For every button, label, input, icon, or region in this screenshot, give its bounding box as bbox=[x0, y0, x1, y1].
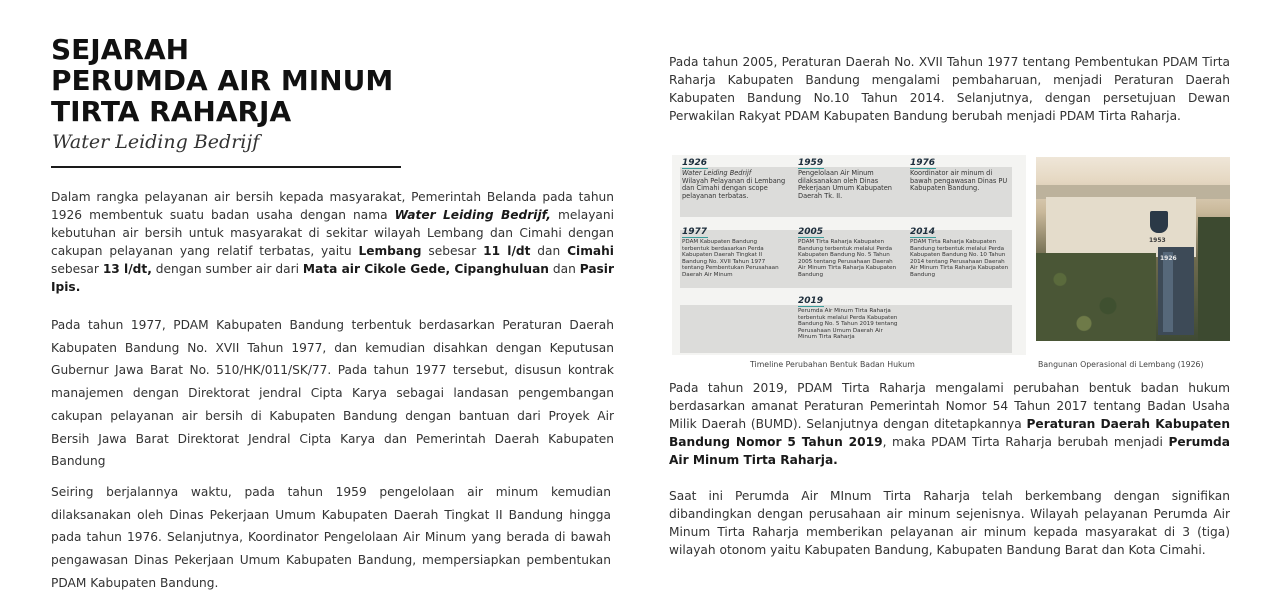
ivy bbox=[1036, 253, 1156, 341]
timeline-item: 1959 Pengelolaan Air Minum dilaksanakan oleh Dinas Pekerjaan Umum Kabupaten Daerah Tk. II. bbox=[798, 158, 892, 200]
timeline-item: 1977 PDAM Kabupaten Bandung terbentuk berdasarkan Perda Kabupaten Daerah Tingkat II Bandung No. XVII Tahun 1977 tentang Pembentukan Perusahaan Daerah Air Minum bbox=[682, 227, 779, 278]
timeline-figure bbox=[672, 155, 1026, 355]
paragraph-1926: Dalam rangka pelayanan air bersih kepada masyarakat, Pemerintah Belanda pada tahun 1926 membentuk suatu badan usaha dengan nama Water Leiding Bedrijf, melayani kebutuhan air bersih untuk masyarakat di sekitar wilayah Lembang dan Cimahi dengan cakupan pelayanan yang relatif terbatas, yaitu Lembang sebesar 11 l/dt dan Cimahi sebesar 13 l/dt, dengan sumber air dari Mata air Cikole Gede, Cipanghuluan dan Pasir Ipis. bbox=[51, 190, 615, 294]
timeline-item: 2014 PDAM Tirta Raharja Kabupaten Bandung terbentuk melalui Perda Kabupaten Bandung No. 10 Tahun 2014 tentang Perusahaan Daerah Air Minum Tirta Raharja Kabupaten Bandung bbox=[910, 227, 1009, 278]
page-title bbox=[51, 34, 431, 127]
paragraph-1977: Pada tahun 1977, PDAM Kabupaten Bandung terbentuk berdasarkan Peraturan Daerah Kabupaten Bandung No. XVII Tahun 1977, dan kemudian disahkan dengan Keputusan Gubernur Jawa Barat No. 510/HK/011/SK/77. Pada tahun 1977 tersebut, disusun kontrak manajemen dengan Direktorat jendral Cipta Karya sebagai landasan pengembangan cakupan pelayanan air bersih di Kabupaten Bandung dengan bantuan dari Proyek Air Bersih Jawa Barat Direktorat Jendral Cipta Karya dan Pemerintah Daerah Kabupaten Bandung bbox=[51, 318, 614, 469]
timeline-item: 1926 Water Leiding Bedrijf Wilayah Pelayanan di Lembang dan Cimahi dengan scope pelayanan terbatas. bbox=[682, 158, 786, 200]
door-plate: 1926 bbox=[1160, 255, 1177, 262]
paragraph-1959: Seiring berjalannya waktu, pada tahun 1959 pengelolaan air minum kemudian dilaksanakan oleh Dinas Pekerjaan Umum Kabupaten Daerah Tingkat II Bandung hingga pada tahun 1976. Selanjutnya, Koordinator Pengelolaan Air Minum yang berada di bawah pengawasan Dinas Pekerjaan Umum Kabupaten Bandung, mempersiapkan pembentukan PDAM Kabupaten Bandung. bbox=[51, 485, 611, 590]
title-line: PERUMDA AIR MINUM bbox=[51, 64, 394, 97]
timeline-item: 2005 PDAM Tirta Raharja Kabupaten Bandung terbentuk melalui Perda Kabupaten Bandung No. 5 Tahun 2005 tentang Perusahaan Daerah Air Minum Tirta Raharja Kabupaten Bandung bbox=[798, 227, 897, 278]
title-line: SEJARAH bbox=[51, 33, 190, 66]
year-plate: 1953 bbox=[1149, 237, 1166, 244]
paragraph-current: Saat ini Perumda Air MInum Tirta Raharja telah berkembang dengan signifikan dibandingkan dengan perusahaan air minum sejenisnya. Wilayah pelayanan Perumda Air Minum Tirta Raharja memberikan pelayanan air minum kepada masyarakat di 3 (tiga) wilayah otonom yaitu Kabupaten Bandung, Kabupaten Bandung Barat dan Kota Cimahi. bbox=[669, 489, 1230, 557]
emblem-icon bbox=[1150, 211, 1168, 233]
page-subtitle: Water Leiding Bedrijf bbox=[52, 131, 260, 153]
ivy bbox=[1198, 217, 1230, 341]
timeline-item: 1976 Koordinator air minum di bawah pengawasan Dinas PU Kabupaten Bandung. bbox=[910, 158, 1008, 193]
timeline-caption: Timeline Perubahan Bentuk Badan Hukum bbox=[750, 360, 915, 369]
paragraph-2019: Pada tahun 2019, PDAM Tirta Raharja mengalami perubahan bentuk badan hukum berdasarkan amanat Peraturan Pemerintah Nomor 54 Tahun 2017 tentang Badan Usaha Milik Daerah (BUMD). Selanjutnya dengan ditetapkannya Peraturan Daerah Kabupaten Bandung Nomor 5 Tahun 2019, maka PDAM Tirta Raharja berubah menjadi Perumda Air Minum Tirta Raharja. bbox=[669, 381, 1230, 467]
photo-caption: Bangunan Operasional di Lembang (1926) bbox=[1038, 360, 1204, 369]
timeline-item: 2019 Perumda Air Minum Tirta Raharja terbentuk melalui Perda Kabupaten Bandung No. 5 Tahun 2019 tentang Perusahaan Umum Daerah Air Minum Tirta Raharja bbox=[798, 296, 898, 340]
paragraph-2005: Pada tahun 2005, Peraturan Daerah No. XVII Tahun 1977 tentang Pembentukan PDAM Tirta Raharja Kabupaten Bandung mengalami pembaharuan, menjadi Peraturan Daerah Kabupaten Bandung No.10 Tahun 2014. Selanjutnya, dengan persetujuan Dewan Perwakilan Rakyat PDAM Kabupaten Bandung berubah menjadi PDAM Tirta Raharja. bbox=[669, 55, 1230, 123]
title-line: TIRTA RAHARJA bbox=[51, 95, 292, 128]
title-divider bbox=[51, 166, 401, 168]
building-photo bbox=[1036, 157, 1230, 341]
